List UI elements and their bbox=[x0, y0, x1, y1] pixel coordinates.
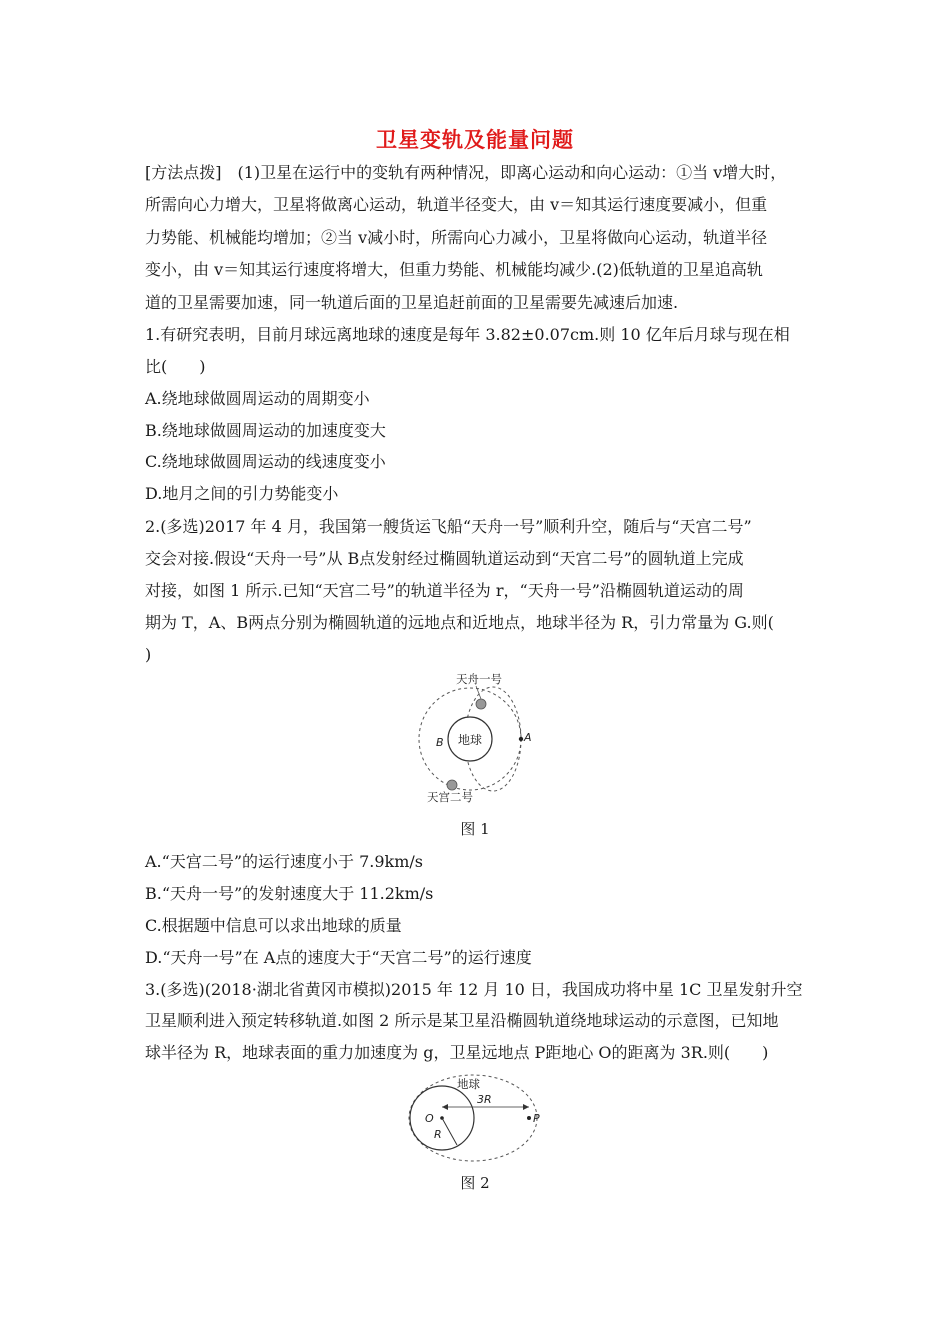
tianzhou-satellite bbox=[476, 699, 486, 709]
arrowhead-right bbox=[523, 1104, 529, 1110]
tianzhou-label: 天舟一号 bbox=[456, 672, 502, 686]
tiangong-label: 天宫二号 bbox=[427, 790, 473, 804]
figure-2-ellipse-diagram bbox=[405, 1072, 555, 1168]
point-a-label: A bbox=[524, 731, 532, 744]
q2-stem-line-3: 对接，如图 1 所示.已知“天宫二号”的轨道半径为 r，“天舟一号”沿椭圆轨道运动的周 bbox=[145, 581, 744, 600]
q2-option-b: B.“天舟一号”的发射速度大于 11.2km/s bbox=[145, 884, 434, 903]
q2-stem-line-1: 2.(多选)2017 年 4 月，我国第一艘货运飞船“天舟一号”顺利升空，随后与“天宫二号” bbox=[145, 517, 752, 536]
q2-option-c: C.根据题中信息可以求出地球的质量 bbox=[145, 916, 402, 935]
figure-1-caption: 图 1 bbox=[460, 820, 490, 838]
method-line-4: 变小，由 v＝知其运行速度将增大，但重力势能、机械能均减少.(2)低轨道的卫星追高轨 bbox=[145, 260, 763, 279]
method-line-2: 所需向心力增大，卫星将做离心运动，轨道半径变大，由 v＝知其运行速度要减小，但重 bbox=[145, 195, 768, 214]
q1-stem-line-1: 1.有研究表明，目前月球远离地球的速度是每年 3.82±0.07cm.则 10 亿年后月球与现在相 bbox=[145, 325, 790, 344]
tianzhou-leader-line bbox=[476, 686, 481, 699]
q1-stem-line-2: 比( ) bbox=[145, 357, 206, 376]
q2-option-d: D.“天舟一号”在 A点的速度大于“天宫二号”的运行速度 bbox=[145, 948, 532, 967]
q1-option-a: A.绕地球做圆周运动的周期变小 bbox=[145, 389, 370, 408]
point-p-dot bbox=[527, 1116, 531, 1120]
page-title: 卫星变轨及能量问题 bbox=[376, 128, 574, 152]
radius-r-label: R bbox=[434, 1128, 442, 1141]
method-line-5: 道的卫星需要加速，同一轨道后面的卫星追赶前面的卫星需要先减速后加速. bbox=[145, 293, 679, 312]
q1-option-d: D.地月之间的引力势能变小 bbox=[145, 484, 339, 503]
q2-stem-line-2: 交会对接.假设“天舟一号”从 B点发射经过椭圆轨道运动到“天宫二号”的圆轨道上完成 bbox=[145, 549, 744, 568]
point-a-dot bbox=[519, 737, 523, 741]
q2-stem-line-5: ) bbox=[145, 645, 152, 664]
q2-option-a: A.“天宫二号”的运行速度小于 7.9km/s bbox=[145, 852, 424, 871]
point-b-label: B bbox=[436, 736, 444, 749]
tiangong-satellite bbox=[447, 780, 457, 790]
q1-option-c: C.绕地球做圆周运动的线速度变小 bbox=[145, 452, 386, 471]
method-line-3: 力势能、机械能均增加；②当 v减小时，所需向心力减小，卫星将做向心运动，轨道半径 bbox=[145, 228, 768, 247]
figure-1-orbit-diagram bbox=[410, 668, 545, 808]
q1-option-b: B.绕地球做圆周运动的加速度变大 bbox=[145, 421, 386, 440]
q3-stem-line-2: 卫星顺利进入预定转移轨道.如图 2 所示是某卫星沿椭圆轨道绕地球运动的示意图，已知地 bbox=[145, 1011, 779, 1030]
earth-label-fig2: 地球 bbox=[457, 1077, 480, 1091]
figure-2-caption: 图 2 bbox=[460, 1174, 490, 1192]
q2-stem-line-4: 期为 T，A、B两点分别为椭圆轨道的远地点和近地点，地球半径为 R，引力常量为 G.则( bbox=[145, 613, 774, 632]
earth-label: 地球 bbox=[457, 733, 483, 747]
center-o-label: O bbox=[425, 1112, 434, 1125]
distance-3r-label: 3R bbox=[477, 1093, 492, 1106]
point-p-label: P bbox=[533, 1112, 540, 1125]
q3-stem-line-1: 3.(多选)(2018·湖北省黄冈市模拟)2015 年 12 月 10 日，我国成功将中星 1C 卫星发射升空 bbox=[145, 980, 803, 999]
method-line-1: [方法点拨] (1)卫星在运行中的变轨有两种情况，即离心运动和向心运动：①当 v增大时， bbox=[145, 163, 787, 182]
q3-stem-line-3: 球半径为 R，地球表面的重力加速度为 g，卫星远地点 P距地心 O的距离为 3R.则( ) bbox=[145, 1043, 769, 1062]
